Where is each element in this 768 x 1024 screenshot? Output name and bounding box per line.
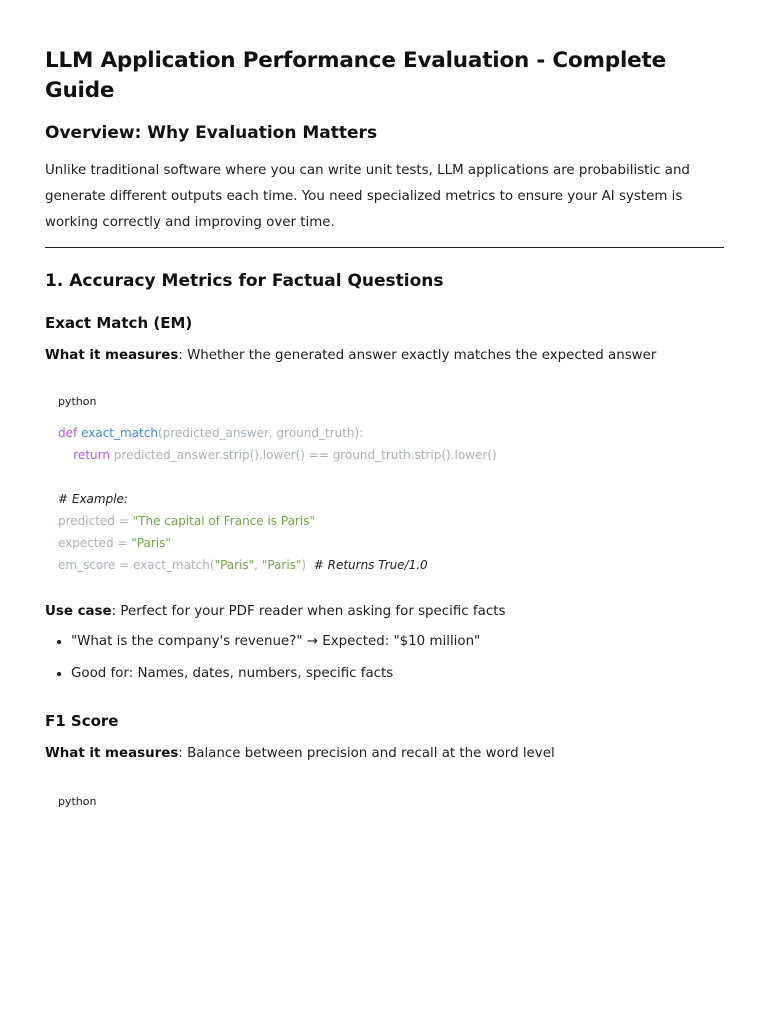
code-line: predicted = "The capital of France is Paris" xyxy=(58,514,315,528)
code-line: em_score = exact_match("Paris", "Paris") # Returns True/1.0 xyxy=(58,558,428,572)
code-language-label: python xyxy=(58,395,97,408)
f1-measures xyxy=(45,732,724,764)
code-line-blank xyxy=(58,466,724,488)
page-title: LLM Application Performance Evaluation - Complete Guide xyxy=(45,48,666,103)
code-line: expected = "Paris" xyxy=(58,536,171,550)
overview-paragraph: Unlike traditional software where you can write unit tests, LLM applications are probabilistic and generate different outputs each time. You need specialized metrics to ensure your AI system is working correctly and improving over time. xyxy=(45,163,690,230)
exact-match-heading: Exact Match (EM) xyxy=(45,314,193,332)
use-case-label: Use case xyxy=(45,604,112,619)
use-case-paragraph xyxy=(45,576,724,622)
measures-text: : Balance between precision and recall at the word level xyxy=(178,746,555,761)
use-case-list xyxy=(45,622,724,684)
f1-score-heading: F1 Score xyxy=(45,712,119,730)
measures-label: What it measures xyxy=(45,348,179,363)
exact-match-measures xyxy=(45,334,724,366)
code-line: return predicted_answer.strip().lower() == ground_truth.strip().lower() xyxy=(73,448,497,462)
use-case-text: : Perfect for your PDF reader when asking for specific facts xyxy=(111,604,506,619)
code-language-label: python xyxy=(58,795,97,808)
code-block-exact-match xyxy=(45,410,724,576)
list-item: • "What is the company's revenue?" → Expected: "$10 million" xyxy=(71,632,724,652)
measures-text: : Whether the generated answer exactly matches the expected answer xyxy=(178,348,657,363)
overview-heading: Overview: Why Evaluation Matters xyxy=(45,123,378,143)
code-line: def exact_match(predicted_answer, ground_truth): xyxy=(58,426,364,440)
measures-label: What it measures xyxy=(45,746,179,761)
list-item: • Good for: Names, dates, numbers, specific facts xyxy=(71,664,724,684)
code-line: # Example: xyxy=(58,492,128,506)
section-heading-accuracy: 1. Accuracy Metrics for Factual Questions xyxy=(45,271,444,291)
